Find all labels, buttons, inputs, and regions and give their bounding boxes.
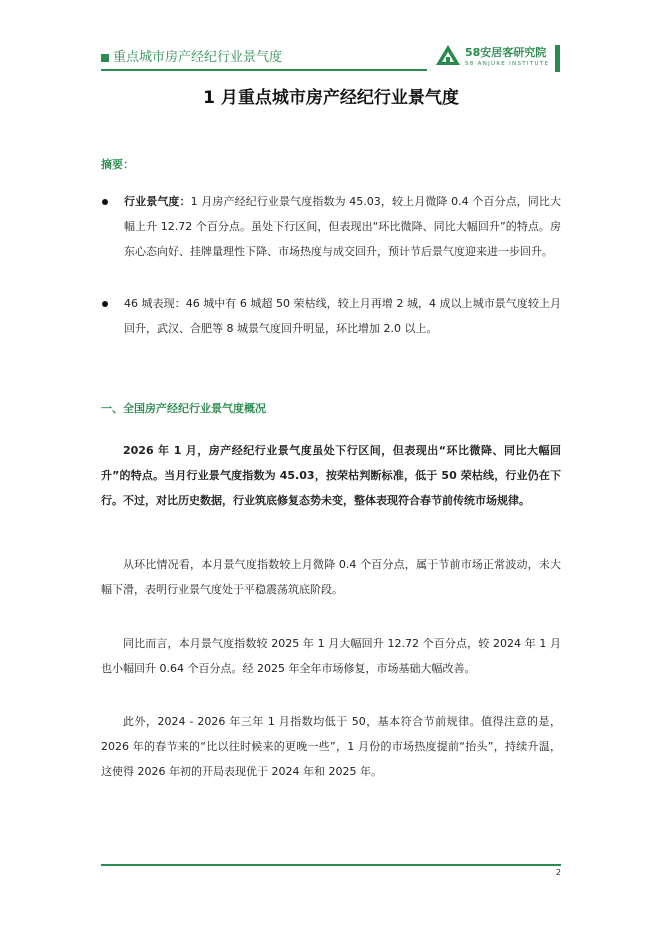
summary-bullet-lead: 行业景气度： <box>124 195 191 208</box>
footer-line <box>101 864 561 866</box>
header-square-marker <box>101 54 109 62</box>
document-title: 1 月重点城市房产经纪行业景气度 <box>203 88 459 108</box>
logo-name: 58安居客研究院 <box>465 46 547 59</box>
section-paragraph-4: 此外，2024 - 2026 年三年 1 月指数均低于 50，基本符合节前规律。值得注意的是，2026 年的春节来的“比以往时候来的更晚一些”，1 月份的市场热度提前“抬头”，持续升温，这使得 2026 年初的开局表现优于 2024 年和 2025 年。 <box>101 715 561 778</box>
section-paragraph-3: 同比而言，本月景气度指数较 2025 年 1 月大幅回升 12.72 个百分点，较 2024 年 1 月也小幅回升 0.64 个百分点。经 2025 年全年市场修复，市场基础大幅改善。 <box>101 637 561 675</box>
section-paragraph-2: 从环比情况看，本月景气度指数较上月微降 0.4 个百分点，属于节前市场正常波动，未大幅下滑，表明行业景气度处于平稳震荡筑底阶段。 <box>101 558 561 596</box>
summary-bullet-2 <box>101 291 561 341</box>
institute-logo <box>435 44 559 72</box>
bullet-dot-icon <box>102 301 108 307</box>
section-heading: 一、全国房产经纪行业景气度概况 <box>101 402 266 415</box>
section-paragraph-1: 2026 年 1 月，房产经纪行业景气度虽处下行区间，但表现出“环比微降、同比大幅回升”的特点。当月行业景气度指数为 45.03，按荣枯判断标准，低于 50 荣枯线，行业仍在下行。不过，对比历史数据，行业筑底修复态势未变，整体表现符合春节前传统市场规律。 <box>101 444 561 507</box>
bullet-dot-icon <box>102 199 108 205</box>
page-header <box>101 42 561 74</box>
summary-bullet-body: 46 城表现：46 城中有 6 城超 50 荣枯线，较上月再增 2 城，4 成以上城市景气度较上月回升，武汉、合肥等 8 城景气度回升明显，环比增加 2.0 以上。 <box>124 297 561 335</box>
house-logo-icon <box>435 44 461 66</box>
header-vertical-bar <box>555 45 560 72</box>
header-underline <box>101 69 427 71</box>
summary-bullet-text <box>124 291 561 341</box>
logo-subtitle: 58 ANJUKE INSTITUTE <box>465 61 550 67</box>
page-number: 2 <box>555 868 561 877</box>
summary-bullet-1 <box>101 189 561 264</box>
summary-bullet-body: 1 月房产经纪行业景气度指数为 45.03，较上月微降 0.4 个百分点，同比大幅上升 12.72 个百分点。虽处下行区间，但表现出“环比微降、同比大幅回升”的特点。房东心态向好、挂牌量理性下降、市场热度与成交回升，预计节后景气度迎来进一步回升。 <box>124 195 562 258</box>
summary-bullet-text <box>124 189 561 264</box>
header-title: 重点城市房产经纪行业景气度 <box>113 50 283 65</box>
summary-label: 摘要： <box>101 158 134 171</box>
